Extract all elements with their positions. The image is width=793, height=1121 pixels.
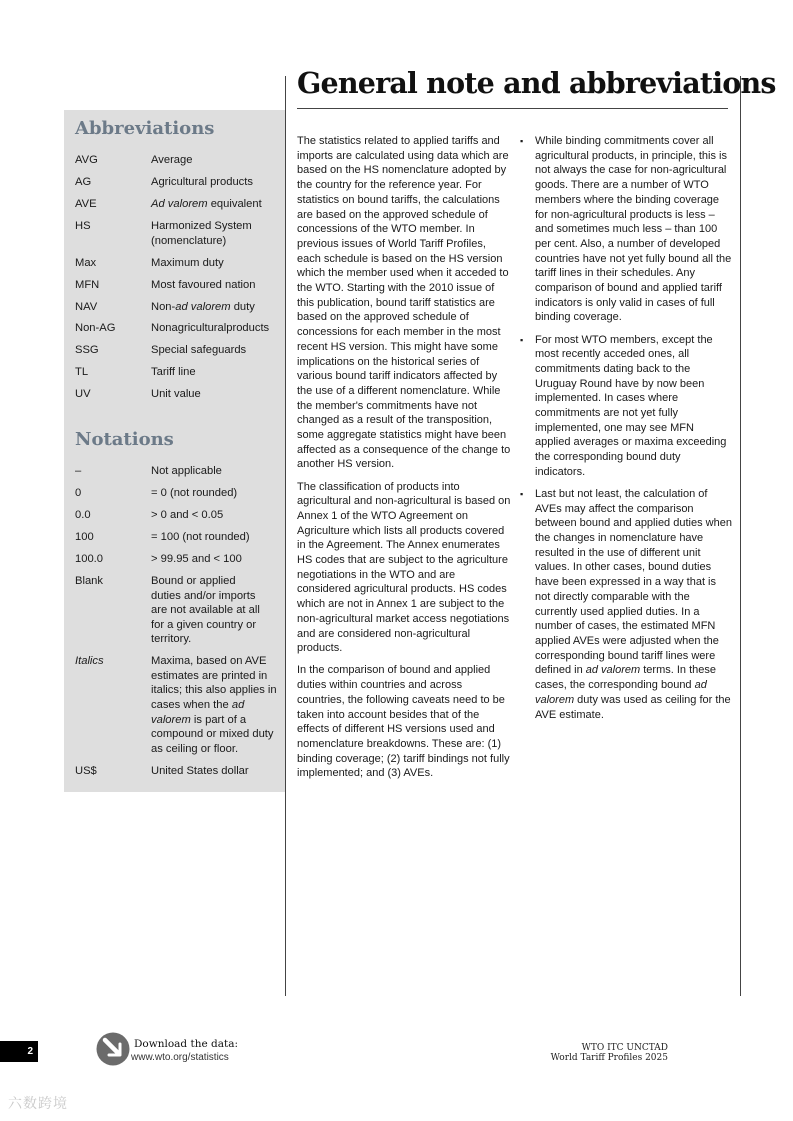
download-title: Download the data: <box>134 1038 239 1050</box>
definition-rest: equivalent <box>207 197 262 210</box>
notation-definition <box>151 654 280 756</box>
caveat-implementation: ▪ For most WTO members, except the most recently acceded ones, all commitments dating back to the Uruguay Round have by now been implemented. In cases where commitments are not yet fully implemented, one may see MFN applied averages or maxima exceeding the corresponding bound duty indicators. <box>520 333 732 480</box>
notation-row <box>75 464 280 479</box>
notation-row <box>75 764 280 779</box>
abbreviation-row <box>75 219 280 248</box>
abbreviation-definition: Tariff line <box>151 366 196 379</box>
notation-term: – <box>75 465 82 477</box>
abbreviation-definition: Harmonized System (nomenclature) <box>151 219 252 247</box>
abbreviation-row <box>75 365 280 380</box>
body-column-2 <box>520 134 732 730</box>
page-title: General note and abbreviations <box>297 66 776 100</box>
notation-term: 0.0 <box>75 508 91 521</box>
abbreviation-term: TL <box>75 366 89 379</box>
abbreviation-row <box>75 387 280 402</box>
definition-italic: ad valorem <box>151 699 245 726</box>
abbreviation-term: MFN <box>75 278 100 291</box>
column-divider-right <box>740 76 741 996</box>
definition-rest: is part of a compound or mixed duty as ceiling or floor. <box>151 713 274 755</box>
download-link[interactable]: www.wto.org/statistics <box>131 1052 229 1063</box>
abbreviation-definition <box>151 300 280 315</box>
abbreviation-term: NAV <box>75 300 98 313</box>
abbreviations-list <box>75 153 280 409</box>
notation-definition: United States dollar <box>151 764 249 777</box>
abbreviation-row <box>75 256 280 271</box>
notation-definition: Not applicable <box>151 465 222 477</box>
publication-name: World Tariff Profiles 2025 <box>550 1053 668 1063</box>
abbreviation-row <box>75 278 280 293</box>
publisher-organizations: WTO ITC UNCTAD <box>581 1043 668 1053</box>
caveat-text: terms. In these cases, the corresponding bound <box>535 664 716 692</box>
definition-italic: ad valorem <box>175 300 231 313</box>
page-number: 2 <box>0 1041 38 1062</box>
caveat-aves <box>520 487 732 722</box>
abbreviation-term: AG <box>75 175 92 188</box>
notation-row <box>75 530 280 545</box>
abbreviation-term: Max <box>75 256 97 269</box>
column-divider-left <box>285 76 286 996</box>
abbreviation-definition: Agricultural products <box>151 175 253 188</box>
notation-row <box>75 654 280 756</box>
abbreviation-row <box>75 197 280 212</box>
caveat-italic: ad valorem <box>535 679 707 706</box>
definition-pre: Maxima, based on AVE estimates are printed in italics; this also applies in cases when the <box>151 655 277 712</box>
paragraph-hs-statistics: The statistics related to applied tariffs and imports are calculated using data which are based on the HS nomenclature adopted by the country for the reference year. For statistics on bound tariffs, the calculations are based on the approved schedule of concessions of the WTO member. In previous issues of World Tariff Profiles, each schedule is based on the HS version which the member used when it acceded to the WTO. Starting with the 2010 issue of this publication, bound tariff statistics are based on the approved schedule of concessions for each member in the most recent HS version. This might have some implications on the historical series of various bound tariff indicators affected by the use of a different nomenclature. While the member's commitments have not changed as a result of the transposition, some aggregate statistics might have been affected as a consequence of the change to another HS version. <box>297 135 511 471</box>
abbreviation-row <box>75 153 280 168</box>
caveat-text: duty was used as ceiling for the AVE estimate. <box>535 693 731 721</box>
notation-row <box>75 552 280 567</box>
abbreviation-definition <box>151 197 280 212</box>
notation-term: Blank <box>75 574 103 587</box>
definition-pre: Non- <box>151 300 176 313</box>
notation-row <box>75 574 280 647</box>
abbreviation-row <box>75 300 280 315</box>
abbreviation-term: AVG <box>75 154 98 166</box>
watermark: 六数跨境 <box>8 1095 68 1111</box>
notation-term: Italics <box>75 655 104 668</box>
notation-definition: Bound or applied duties and/or imports are not available at all for a given country or territory. <box>151 574 260 646</box>
notation-term: 100 <box>75 530 94 543</box>
caveat-list <box>520 134 732 722</box>
abbreviation-definition: Average <box>151 154 193 166</box>
abbreviation-row <box>75 343 280 358</box>
definition-rest: duty <box>230 300 255 313</box>
abbreviation-definition: Most favoured nation <box>151 278 256 291</box>
caveat-binding-coverage: ▪ While binding commitments cover all agricultural products, in principle, this is not always the case for non-agricultural goods. There are a number of WTO members where the binding coverage for non-agricultural products is less – and sometimes much less – than 100 per cent. Also, a number of developed countries have not yet fully bound all the tariff lines in their schedules. Any comparison of bound and applied tariff indicators is only valid in cases of full binding coverage. <box>520 134 732 325</box>
notation-term: 100.0 <box>75 552 103 565</box>
abbreviation-term: HS <box>75 219 91 232</box>
abbreviation-definition: Unit value <box>151 388 201 401</box>
abbreviation-row <box>75 321 280 336</box>
notation-term: 0 <box>75 486 82 499</box>
abbreviation-definition: Special safeguards <box>151 344 247 357</box>
abbreviation-definition: Nonagriculturalproducts <box>151 322 270 335</box>
paragraph-product-classification: The classification of products into agricultural and non-agricultural is based on Annex 1 of the WTO Agreement on Agriculture which lists all products covered in the Agreement. The Annex enumerates HS codes that are subject to the agriculture negotiations in the WTO and are considered agricultural products. HS codes which are not in Annex 1 are subject to the non-agricultural market access negotiations and are considered non-agricultural products. <box>297 480 511 655</box>
caveat-italic: ad valorem <box>585 664 641 677</box>
abbreviation-term: SSG <box>75 344 99 357</box>
abbreviation-row <box>75 175 280 190</box>
notations-list <box>75 464 280 786</box>
abbreviations-heading: Abbreviations <box>75 118 215 139</box>
notation-definition: > 99.95 and < 100 <box>151 552 242 565</box>
notation-row <box>75 508 280 523</box>
notation-definition: > 0 and < 0.05 <box>151 508 224 521</box>
title-underline <box>297 108 728 109</box>
caveat-text: Last but not least, the calculation of AVEs may affect the comparison between bound and applied duties when the changes in nomenclature have resulted in the use of different unit values. In other cases, bound duties have been expressed in a way that is not directly comparable with the currently used applied duties. In a number of cases, the estimated MFN applied AVEs were adjusted when the corresponding bound tariff lines were defined in <box>535 487 732 677</box>
paragraph-caveats: In the comparison of bound and applied duties within countries and across countries, the following caveats need to be taken into account besides that of the effects of different HS versions used and nomenclature breakdowns. These are: (1) binding coverage; (2) tariff bindings not fully implemented; and (3) AVEs. <box>297 664 510 780</box>
download-disc-icon[interactable] <box>96 1032 130 1066</box>
abbreviation-term: Non-AG <box>75 322 116 335</box>
abbreviation-definition: Maximum duty <box>151 256 224 269</box>
notation-term: US$ <box>75 764 97 777</box>
abbreviation-term: UV <box>75 388 91 401</box>
abbreviations-sidebar <box>64 110 285 792</box>
body-column-1 <box>297 134 512 788</box>
abbreviation-term: AVE <box>75 197 97 210</box>
notation-row <box>75 486 280 501</box>
notation-definition: = 100 (not rounded) <box>151 530 250 543</box>
definition-italic: Ad valorem <box>151 197 208 210</box>
notations-heading: Notations <box>75 429 174 450</box>
notation-definition: = 0 (not rounded) <box>151 486 238 499</box>
